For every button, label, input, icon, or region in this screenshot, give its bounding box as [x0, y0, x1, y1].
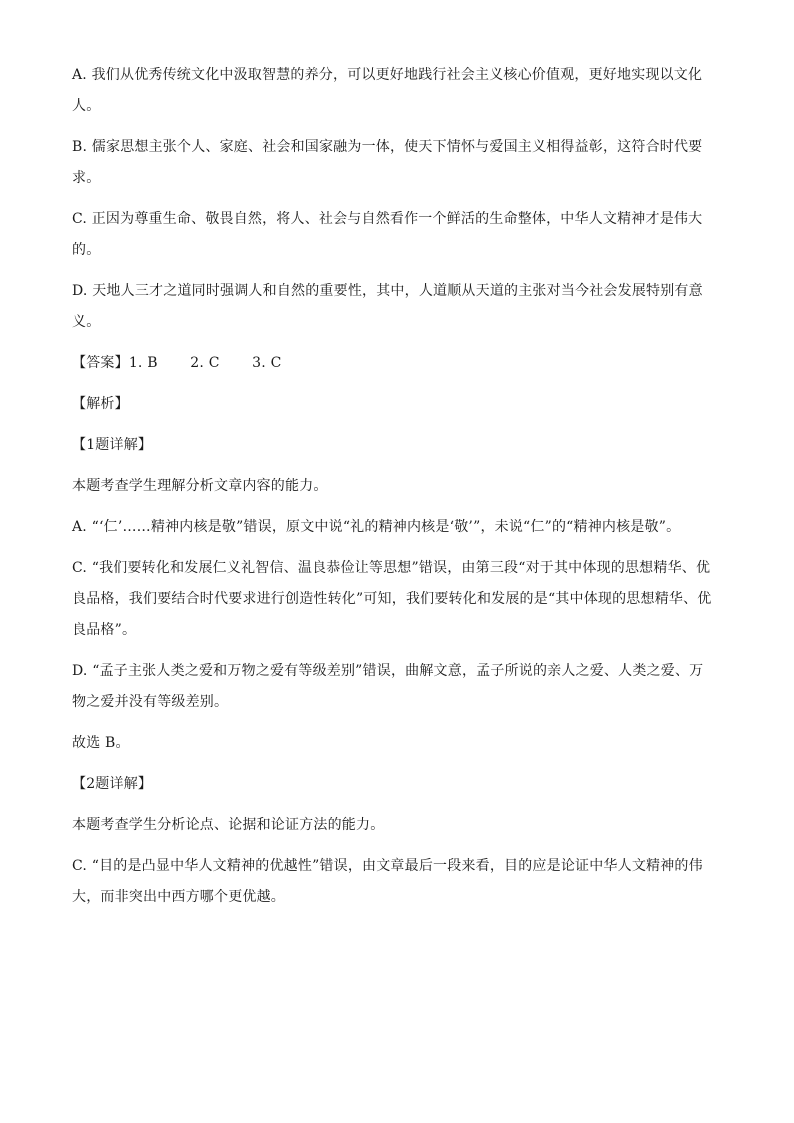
q1-heading: 【1题详解】 [72, 437, 153, 453]
q1-option-d: D. “孟子主张人类之爱和万物之爱有等级差别”错误，曲解文意，孟子所说的亲人之爱、人类之爱、万物之爱并没有等级差别。 [72, 663, 704, 710]
q1-option-a: A. “‘仁’……精神内核是敬”错误，原文中说“礼的精神内核是‘敬’”，未说“仁”的“精神内核是敬”。 [72, 519, 681, 535]
option-d: D. 天地人三才之道同时强调人和自然的重要性，其中，人道顺从天道的主张对当今社会发展特别有意义。 [72, 283, 703, 330]
q1-conclusion: 故选 B。 [72, 735, 130, 751]
answer-q3: 3. C [252, 355, 282, 371]
option-b: B. 儒家思想主张个人、家庭、社会和国家融为一体，使天下情怀与爱国主义相得益彰，这符合时代要求。 [72, 139, 703, 186]
document-body [72, 60, 712, 913]
option-c: C. 正因为尊重生命、敬畏自然，将人、社会与自然看作一个鲜活的生命整体，中华人文精神才是伟大的。 [72, 211, 703, 258]
answer-line [72, 348, 712, 379]
q1-intro: 本题考查学生理解分析文章内容的能力。 [72, 478, 328, 494]
q2-heading: 【2题详解】 [72, 776, 153, 792]
q2-intro: 本题考查学生分析论点、论据和论证方法的能力。 [72, 817, 385, 833]
q2-option-c: C. “目的是凸显中华人文精神的优越性”错误，由文章最后一段来看，目的应是论证中华人文精神的伟大，而非突出中西方哪个更优越。 [72, 858, 703, 905]
answer-label: 【答案】 [72, 355, 129, 371]
option-a: A. 我们从优秀传统文化中汲取智慧的养分，可以更好地践行社会主义核心价值观，更好地实现以文化人。 [72, 67, 703, 114]
analysis-label: 【解析】 [72, 396, 129, 412]
answer-q2: 2. C [190, 355, 220, 371]
answer-q1: 1. B [128, 355, 158, 371]
q1-option-c: C. “我们要转化和发展仁义礼智信、温良恭俭让等思想”错误，由第三段“对于其中体现的思想精华、优良品格，我们要结合时代要求进行创造性转化”可知，我们要转化和发展的是“其中体现的思想精华、优良品格”。 [72, 560, 712, 638]
